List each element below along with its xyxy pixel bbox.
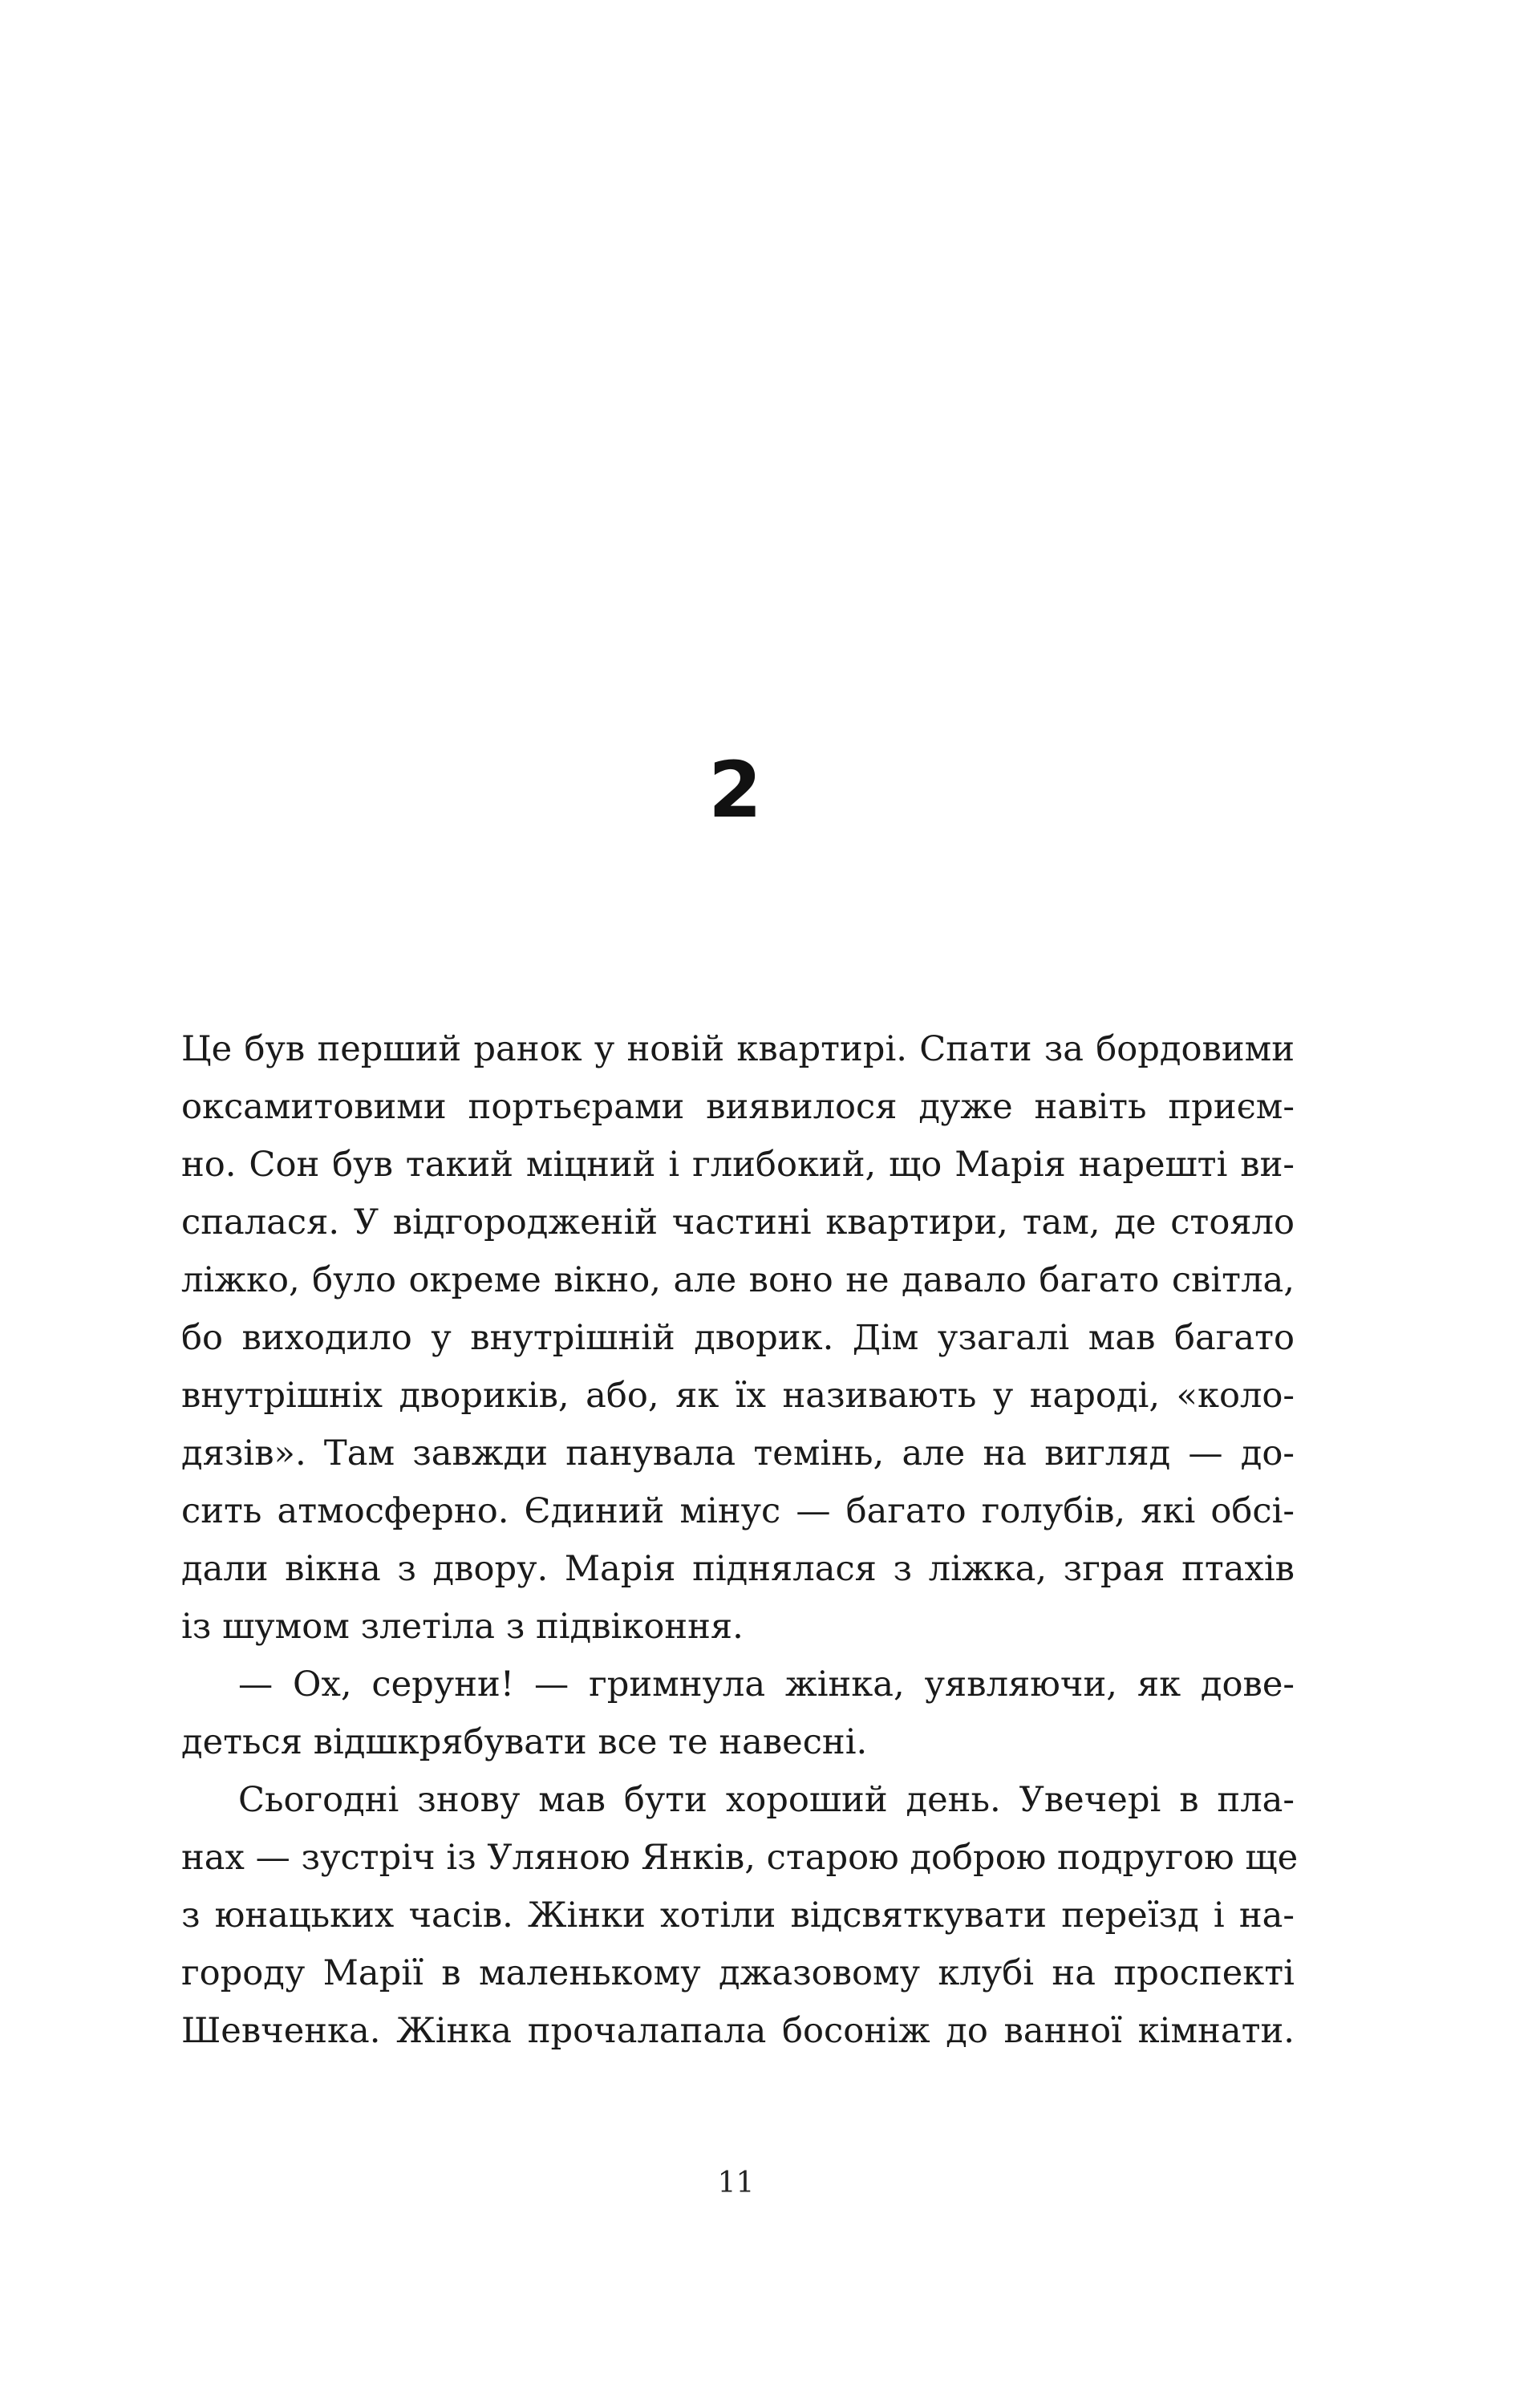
text-line: спалася. У відгородженій частині квартири, там, де стояло (181, 1202, 1295, 1243)
text-line: ліжко, було окреме вікно, але воно не давало багато світла, (181, 1260, 1295, 1300)
text-line: — Ох, серуни! — гримнула жінка, уявляючи, як дове- (238, 1664, 1295, 1705)
text-line: з юнацьких часів. Жінки хотіли відсвяткувати переїзд і на- (181, 1895, 1295, 1936)
text-line: із шумом злетіла з підвіконня. (181, 1607, 744, 1647)
text-line: деться відшкрябувати все те навесні. (181, 1722, 868, 1762)
text-line: оксамитовими портьєрами виявилося дуже навіть приєм- (181, 1087, 1295, 1127)
text-line: сить атмосферно. Єдиний мінус — багато голубів, які обсі- (181, 1491, 1295, 1531)
paragraph-1 (181, 1020, 1295, 1656)
text-line: Це був перший ранок у новій квартирі. Спати за бордовими (181, 1029, 1295, 1069)
text-line: нах — зустріч із Уляною Янків, старою доброю подругою ще (181, 1838, 1299, 1878)
text-line: внутрішніх двориків, або, як їх називають у народі, «коло- (181, 1376, 1295, 1416)
text-line: но. Сон був такий міцний і глибокий, що Марія нарешті ви- (181, 1145, 1295, 1185)
chapter-number: 2 (708, 745, 764, 835)
paragraph-3 (181, 1771, 1299, 2060)
text-line: Сьогодні знову мав бути хороший день. Увечері в пла- (238, 1780, 1295, 1820)
paragraph-2 (181, 1656, 1295, 1771)
text-line: Шевченка. Жінка прочалапала босоніж до ванної кімнати. (181, 2011, 1295, 2051)
chapter-body-text (181, 1020, 1299, 2060)
text-line: дязів». Там завжди панувала темінь, але на вигляд — до- (181, 1433, 1295, 1474)
text-line: дали вікна з двору. Марія піднялася з ліжка, зграя птахів (181, 1549, 1295, 1589)
page-number: 11 (717, 2167, 755, 2199)
text-line: городу Марії в маленькому джазовому клубі на проспекті (181, 1953, 1295, 1993)
text-line: бо виходило у внутрішній дворик. Дім узагалі мав багато (181, 1318, 1295, 1358)
